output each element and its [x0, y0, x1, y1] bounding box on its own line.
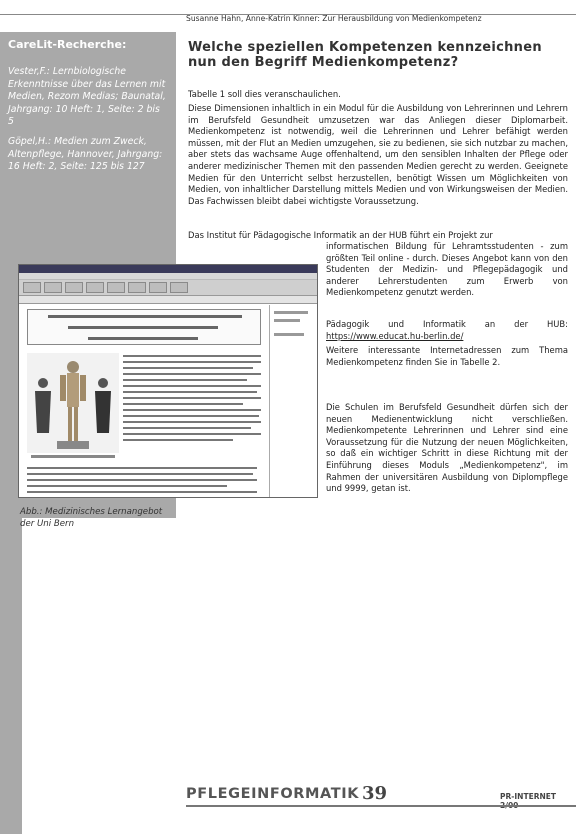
screenshot-text-line: [123, 397, 261, 399]
screenshot-side-link-line: [274, 333, 304, 336]
screenshot-text-line: [27, 473, 253, 475]
figure-caption: Abb.: Medizinisches Lernangebot der Uni Bern: [20, 507, 163, 529]
screenshot-text-line: [123, 379, 247, 381]
screenshot-toolbar-button: [44, 282, 62, 293]
screenshot-text-line: [123, 361, 261, 363]
screenshot-page-content: [19, 305, 269, 498]
article-headline: Welche speziellen Kompetenzen kennzeichnen nun den Begriff Medienkompetenz?: [188, 40, 542, 70]
screenshot-side-link-line: [274, 311, 308, 314]
screenshot-text-line: [123, 355, 261, 357]
screenshot-text-line: [27, 467, 257, 469]
screenshot-right-panel: [269, 305, 318, 498]
screenshot-toolbar-button: [107, 282, 125, 293]
screenshot-titlebar: [19, 265, 317, 273]
screenshot-text-line: [123, 421, 261, 423]
footer-rule: [186, 805, 576, 807]
screenshot-address-bar: [19, 296, 317, 304]
running-head: Susanne Hahn, Anne-Katrin Kinner: Zur Herausbildung von Medienkompetenz: [186, 14, 482, 23]
screenshot-text-line: [123, 391, 257, 393]
screenshot-side-link-line: [274, 319, 300, 322]
browser-screenshot-figure: [18, 264, 318, 498]
sidebar-reference-1: Vester,F.: Lernbiologische Erkenntnisse über das Lernen mit Medien, Rezom Medias; Baunatal, Jahrgang: 10 Heft: 1, Seite: 2 bis 5: [8, 66, 166, 128]
screenshot-menubar: [19, 273, 317, 280]
screenshot-text-line: [123, 373, 261, 375]
screenshot-toolbar-button: [149, 282, 167, 293]
hub-label: Pädagogik und Informatik an der HUB:: [326, 319, 568, 329]
screenshot-toolbar-button: [86, 282, 104, 293]
paragraph-institute-start: Das Institut für Pädagogische Informatik an der HUB führt ein Projekt zur: [188, 230, 493, 240]
screenshot-text-line: [27, 491, 257, 493]
paragraph-conclusion: Die Schulen im Berufsfeld Gesundheit dürfen sich der neuen Medienentwicklung nicht verschließen. Medienkompetente Lehrerinnen und Lehrer sind eine Voraussetzung für die Nutzung der neuen Möglichkeiten, so daß ein wichtiger Schritt in diese Richtung mit der Einführung dieses Moduls „Medienkompetenz", im Rahmen der universitären Ausbildung von Diplompflege und 9999, getan ist.: [326, 402, 568, 494]
screenshot-text-line: [27, 485, 227, 487]
footer-section-title: PFLEGEINFORMATIK: [186, 786, 360, 802]
screenshot-text-line: [123, 385, 261, 387]
paragraph-table-ref: Tabelle 1 soll dies veranschaulichen.: [188, 89, 341, 99]
screenshot-text-line: [123, 439, 233, 441]
screenshot-heading-line: [68, 326, 218, 329]
screenshot-toolbar-button: [128, 282, 146, 293]
page-number: 39: [362, 783, 388, 804]
sidebar-reference-2: Göpel,H.: Medien zum Zweck, Altenpflege, Hannover, Jahrgang: 16 Heft: 2, Seite: 125 bis 127: [8, 136, 163, 173]
screenshot-toolbar-button: [170, 282, 188, 293]
screenshot-text-line: [123, 427, 251, 429]
paragraph-institute-rest: informatischen Bildung für Lehramtsstudenten - zum größten Teil online - durch. Dieses Angebot kann von den Studenten der Medizin- und Pflegepädagogik und anderer Lehrerstudenten zum Erwerb von Medienkompetenz genutzt werden.: [326, 241, 568, 298]
screenshot-text-line: [27, 479, 257, 481]
screenshot-text-line: [123, 403, 243, 405]
screenshot-text-line: [123, 433, 261, 435]
sidebar-strip: [0, 518, 22, 834]
screenshot-text-line: [123, 415, 259, 417]
screenshot-figure-caption-line: [31, 455, 115, 458]
screenshot-toolbar: [19, 280, 317, 296]
screenshot-text-line: [123, 367, 253, 369]
anatomy-illustration: [27, 353, 119, 453]
issue-label: PR-INTERNET: [500, 792, 556, 801]
screenshot-toolbar-button: [65, 282, 83, 293]
screenshot-page-header: [27, 309, 261, 345]
screenshot-text-line: [123, 409, 261, 411]
hub-url-link[interactable]: https://www.educat.hu-berlin.de/: [326, 330, 464, 341]
screenshot-heading-line: [48, 315, 242, 318]
paragraph-further-addresses: Weitere interessante Internetadressen zum Thema Medienkompetenz finden Sie in Tabelle 2.: [326, 345, 568, 367]
screenshot-toolbar-button: [23, 282, 41, 293]
screenshot-heading-line: [88, 337, 198, 340]
paragraph-hub-link: [326, 319, 568, 342]
paragraph-dimensions: Diese Dimensionen inhaltlich in ein Modul für die Ausbildung von Lehrerinnen und Lehrern im Berufsfeld Gesundheit umzusetzen war das Anliegen dieser Diplomarbeit. Medienkompetenz ist notwendig, weil die Lehrerinnen und Lehrer befähigt werden müssen, mit der Flut an Medien umzugehen, sie zu bedienen, sie sich nutzbar zu machen, aber stets das wachsame Auge offenhaltend, um den sensiblen Inhalten der Pflege oder anderer medizinischer Themen mit den passenden Medien gerecht zu werden. Geeignete Medien für den Unterricht selbst herzustellen, benötigt Wissen um Möglichkeiten von Medien, von inhaltlicher Darstellung mittels Medien und von Wirkungsweisen der Medien. Das Fachwissen bleibt dabei wichtigste Voraussetzung.: [188, 103, 568, 206]
sidebar-title: CareLit-Recherche:: [8, 38, 127, 51]
